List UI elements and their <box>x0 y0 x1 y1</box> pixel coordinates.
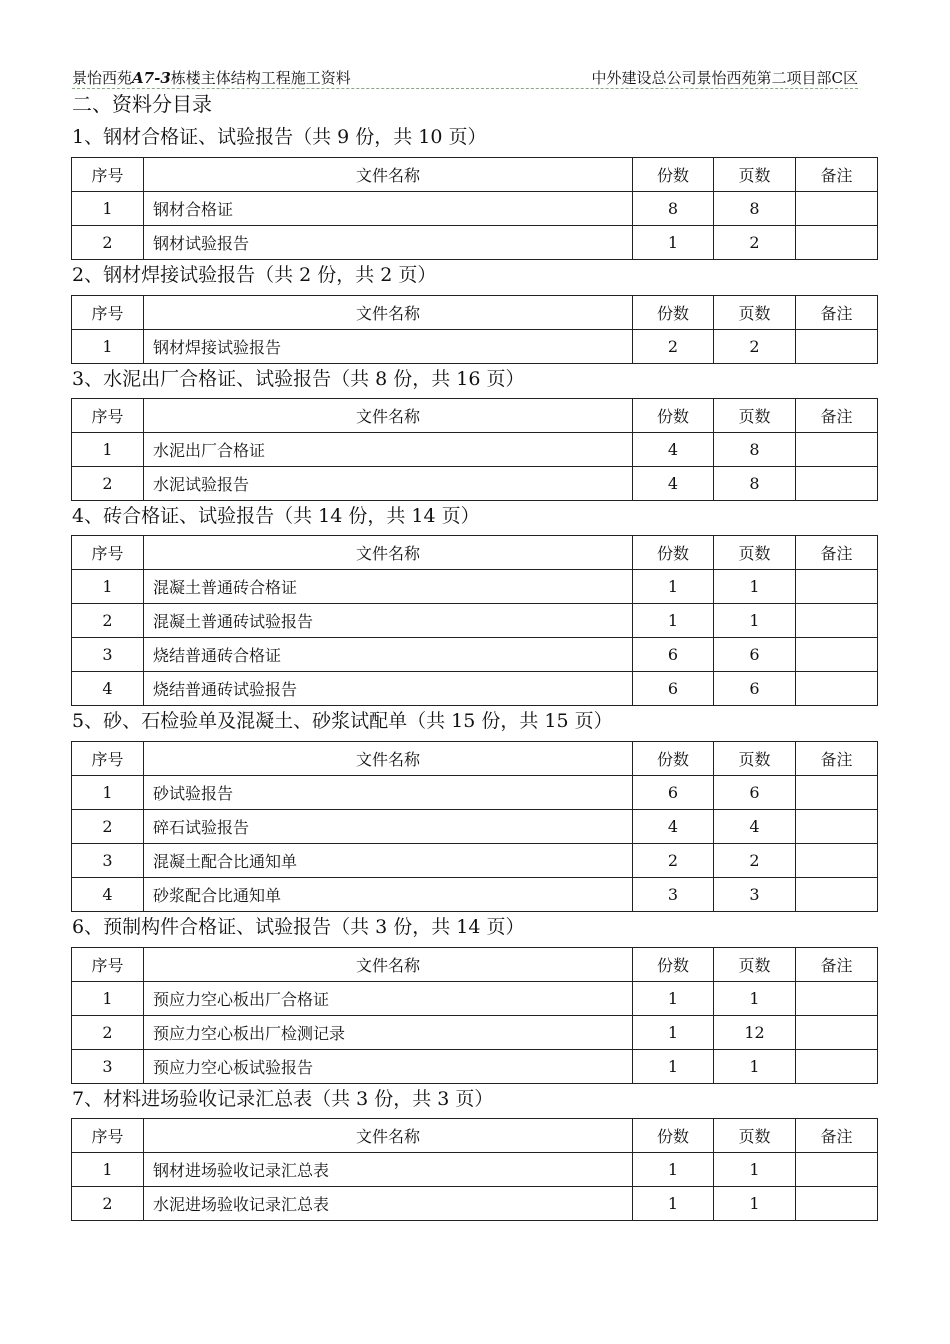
cell-name: 砂浆配合比通知单 <box>144 878 633 912</box>
cell-no: 3 <box>72 844 144 878</box>
cell-pages: 1 <box>714 1050 796 1084</box>
section-title: 4、砖合格证、试验报告（共 14 份，共 14 页） <box>72 505 480 527</box>
header-left-building: A7-3 <box>132 69 171 87</box>
cell-copies: 3 <box>633 878 714 912</box>
cell-no: 1 <box>72 776 144 810</box>
cell-remark <box>796 776 878 810</box>
cell-copies: 4 <box>633 467 714 501</box>
section-title: 7、材料进场验收记录汇总表（共 3 份，共 3 页） <box>72 1088 494 1110</box>
cell-remark <box>796 1016 878 1050</box>
cell-remark <box>796 330 878 364</box>
cell-pages: 12 <box>714 1016 796 1050</box>
table-row <box>72 982 878 1016</box>
header-pages: 页数 <box>714 742 796 776</box>
header-no: 序号 <box>72 296 144 330</box>
cell-name: 烧结普通砖试验报告 <box>144 672 633 706</box>
header-name: 文件名称 <box>144 948 633 982</box>
doc-title: 二、资料分目录 <box>72 92 212 116</box>
cell-pages: 8 <box>714 433 796 467</box>
cell-name: 钢材试验报告 <box>144 226 633 260</box>
header-pages: 页数 <box>714 296 796 330</box>
cell-remark <box>796 810 878 844</box>
page-header <box>72 68 858 89</box>
cell-copies: 6 <box>633 638 714 672</box>
cell-pages: 1 <box>714 604 796 638</box>
cell-no: 4 <box>72 672 144 706</box>
cell-copies: 1 <box>633 226 714 260</box>
header-right: 中外建设总公司景怡西苑第二项目部C区 <box>591 69 858 87</box>
header-remark: 备注 <box>796 1119 878 1153</box>
cell-no: 1 <box>72 570 144 604</box>
header-copies: 份数 <box>633 948 714 982</box>
header-no: 序号 <box>72 536 144 570</box>
header-pages: 页数 <box>714 536 796 570</box>
cell-remark <box>796 570 878 604</box>
section-title: 5、砂、石检验单及混凝土、砂浆试配单（共 15 份，共 15 页） <box>72 710 613 732</box>
table-header-row <box>72 948 878 982</box>
cell-pages: 3 <box>714 878 796 912</box>
header-name: 文件名称 <box>144 158 633 192</box>
file-list-table <box>71 157 878 260</box>
cell-name: 水泥试验报告 <box>144 467 633 501</box>
table-row <box>72 604 878 638</box>
cell-remark <box>796 1187 878 1221</box>
cell-name: 钢材焊接试验报告 <box>144 330 633 364</box>
header-no: 序号 <box>72 948 144 982</box>
cell-copies: 6 <box>633 776 714 810</box>
header-pages: 页数 <box>714 1119 796 1153</box>
table-row <box>72 776 878 810</box>
cell-no: 3 <box>72 1050 144 1084</box>
cell-copies: 2 <box>633 330 714 364</box>
cell-copies: 1 <box>633 1153 714 1187</box>
table-header-row <box>72 742 878 776</box>
header-name: 文件名称 <box>144 536 633 570</box>
header-left-prefix: 景怡西苑 <box>72 69 133 87</box>
file-list-table <box>71 741 878 912</box>
file-list-table <box>71 398 878 501</box>
table-row <box>72 330 878 364</box>
cell-remark <box>796 1153 878 1187</box>
header-remark: 备注 <box>796 948 878 982</box>
cell-pages: 6 <box>714 776 796 810</box>
cell-name: 预应力空心板出厂合格证 <box>144 982 633 1016</box>
header-no: 序号 <box>72 399 144 433</box>
header-remark: 备注 <box>796 536 878 570</box>
header-pages: 页数 <box>714 399 796 433</box>
section-title: 3、水泥出厂合格证、试验报告（共 8 份，共 16 页） <box>72 368 525 390</box>
cell-pages: 2 <box>714 226 796 260</box>
cell-no: 4 <box>72 878 144 912</box>
cell-copies: 1 <box>633 1050 714 1084</box>
header-no: 序号 <box>72 158 144 192</box>
cell-pages: 1 <box>714 570 796 604</box>
cell-pages: 1 <box>714 1187 796 1221</box>
cell-copies: 1 <box>633 570 714 604</box>
cell-name: 水泥进场验收记录汇总表 <box>144 1187 633 1221</box>
header-left <box>72 68 351 88</box>
cell-remark <box>796 604 878 638</box>
cell-no: 2 <box>72 810 144 844</box>
cell-no: 2 <box>72 604 144 638</box>
table-header-row <box>72 1119 878 1153</box>
cell-copies: 1 <box>633 1016 714 1050</box>
cell-remark <box>796 467 878 501</box>
header-remark: 备注 <box>796 296 878 330</box>
table-row <box>72 192 878 226</box>
header-pages: 页数 <box>714 948 796 982</box>
cell-name: 碎石试验报告 <box>144 810 633 844</box>
table-row <box>72 810 878 844</box>
cell-name: 混凝土配合比通知单 <box>144 844 633 878</box>
cell-copies: 1 <box>633 982 714 1016</box>
file-list-table <box>71 1118 878 1221</box>
cell-name: 混凝土普通砖合格证 <box>144 570 633 604</box>
cell-no: 1 <box>72 1153 144 1187</box>
section-title: 6、预制构件合格证、试验报告（共 3 份，共 14 页） <box>72 916 525 938</box>
cell-pages: 2 <box>714 330 796 364</box>
table-row <box>72 570 878 604</box>
table-row <box>72 672 878 706</box>
table-row <box>72 1050 878 1084</box>
section-title: 1、钢材合格证、试验报告（共 9 份，共 10 页） <box>72 126 487 148</box>
header-name: 文件名称 <box>144 742 633 776</box>
cell-pages: 8 <box>714 467 796 501</box>
cell-pages: 2 <box>714 844 796 878</box>
header-name: 文件名称 <box>144 296 633 330</box>
header-remark: 备注 <box>796 399 878 433</box>
cell-remark <box>796 982 878 1016</box>
cell-no: 3 <box>72 638 144 672</box>
cell-pages: 6 <box>714 638 796 672</box>
cell-no: 2 <box>72 1187 144 1221</box>
cell-copies: 8 <box>633 192 714 226</box>
cell-name: 水泥出厂合格证 <box>144 433 633 467</box>
table-row <box>72 467 878 501</box>
cell-copies: 4 <box>633 810 714 844</box>
cell-pages: 6 <box>714 672 796 706</box>
cell-copies: 2 <box>633 844 714 878</box>
cell-no: 2 <box>72 467 144 501</box>
cell-name: 钢材合格证 <box>144 192 633 226</box>
cell-pages: 4 <box>714 810 796 844</box>
cell-remark <box>796 878 878 912</box>
cell-remark <box>796 226 878 260</box>
table-header-row <box>72 536 878 570</box>
cell-no: 1 <box>72 982 144 1016</box>
header-remark: 备注 <box>796 158 878 192</box>
cell-name: 预应力空心板出厂检测记录 <box>144 1016 633 1050</box>
file-list-table <box>71 535 878 706</box>
table-row <box>72 1187 878 1221</box>
file-list-table <box>71 295 878 364</box>
cell-name: 烧结普通砖合格证 <box>144 638 633 672</box>
header-name: 文件名称 <box>144 1119 633 1153</box>
cell-copies: 6 <box>633 672 714 706</box>
cell-name: 预应力空心板试验报告 <box>144 1050 633 1084</box>
header-copies: 份数 <box>633 296 714 330</box>
cell-remark <box>796 638 878 672</box>
cell-name: 钢材进场验收记录汇总表 <box>144 1153 633 1187</box>
cell-pages: 1 <box>714 1153 796 1187</box>
table-header-row <box>72 296 878 330</box>
cell-pages: 1 <box>714 982 796 1016</box>
cell-no: 2 <box>72 1016 144 1050</box>
header-left-suffix: 栋楼主体结构工程施工资料 <box>170 69 351 87</box>
cell-remark <box>796 672 878 706</box>
cell-name: 混凝土普通砖试验报告 <box>144 604 633 638</box>
cell-name: 砂试验报告 <box>144 776 633 810</box>
table-header-row <box>72 399 878 433</box>
header-no: 序号 <box>72 1119 144 1153</box>
header-remark: 备注 <box>796 742 878 776</box>
cell-no: 2 <box>72 226 144 260</box>
cell-copies: 4 <box>633 433 714 467</box>
table-row <box>72 226 878 260</box>
cell-pages: 8 <box>714 192 796 226</box>
table-row <box>72 878 878 912</box>
file-list-table <box>71 947 878 1084</box>
cell-no: 1 <box>72 330 144 364</box>
header-copies: 份数 <box>633 158 714 192</box>
cell-copies: 1 <box>633 1187 714 1221</box>
cell-no: 1 <box>72 433 144 467</box>
cell-remark <box>796 433 878 467</box>
header-copies: 份数 <box>633 399 714 433</box>
cell-no: 1 <box>72 192 144 226</box>
header-no: 序号 <box>72 742 144 776</box>
section-title: 2、钢材焊接试验报告（共 2 份，共 2 页） <box>72 264 437 286</box>
header-copies: 份数 <box>633 1119 714 1153</box>
cell-remark <box>796 1050 878 1084</box>
table-header-row <box>72 158 878 192</box>
table-row <box>72 1153 878 1187</box>
header-copies: 份数 <box>633 742 714 776</box>
table-row <box>72 433 878 467</box>
header-name: 文件名称 <box>144 399 633 433</box>
header-copies: 份数 <box>633 536 714 570</box>
cell-copies: 1 <box>633 604 714 638</box>
table-row <box>72 638 878 672</box>
table-row <box>72 844 878 878</box>
cell-remark <box>796 844 878 878</box>
cell-remark <box>796 192 878 226</box>
header-pages: 页数 <box>714 158 796 192</box>
table-row <box>72 1016 878 1050</box>
